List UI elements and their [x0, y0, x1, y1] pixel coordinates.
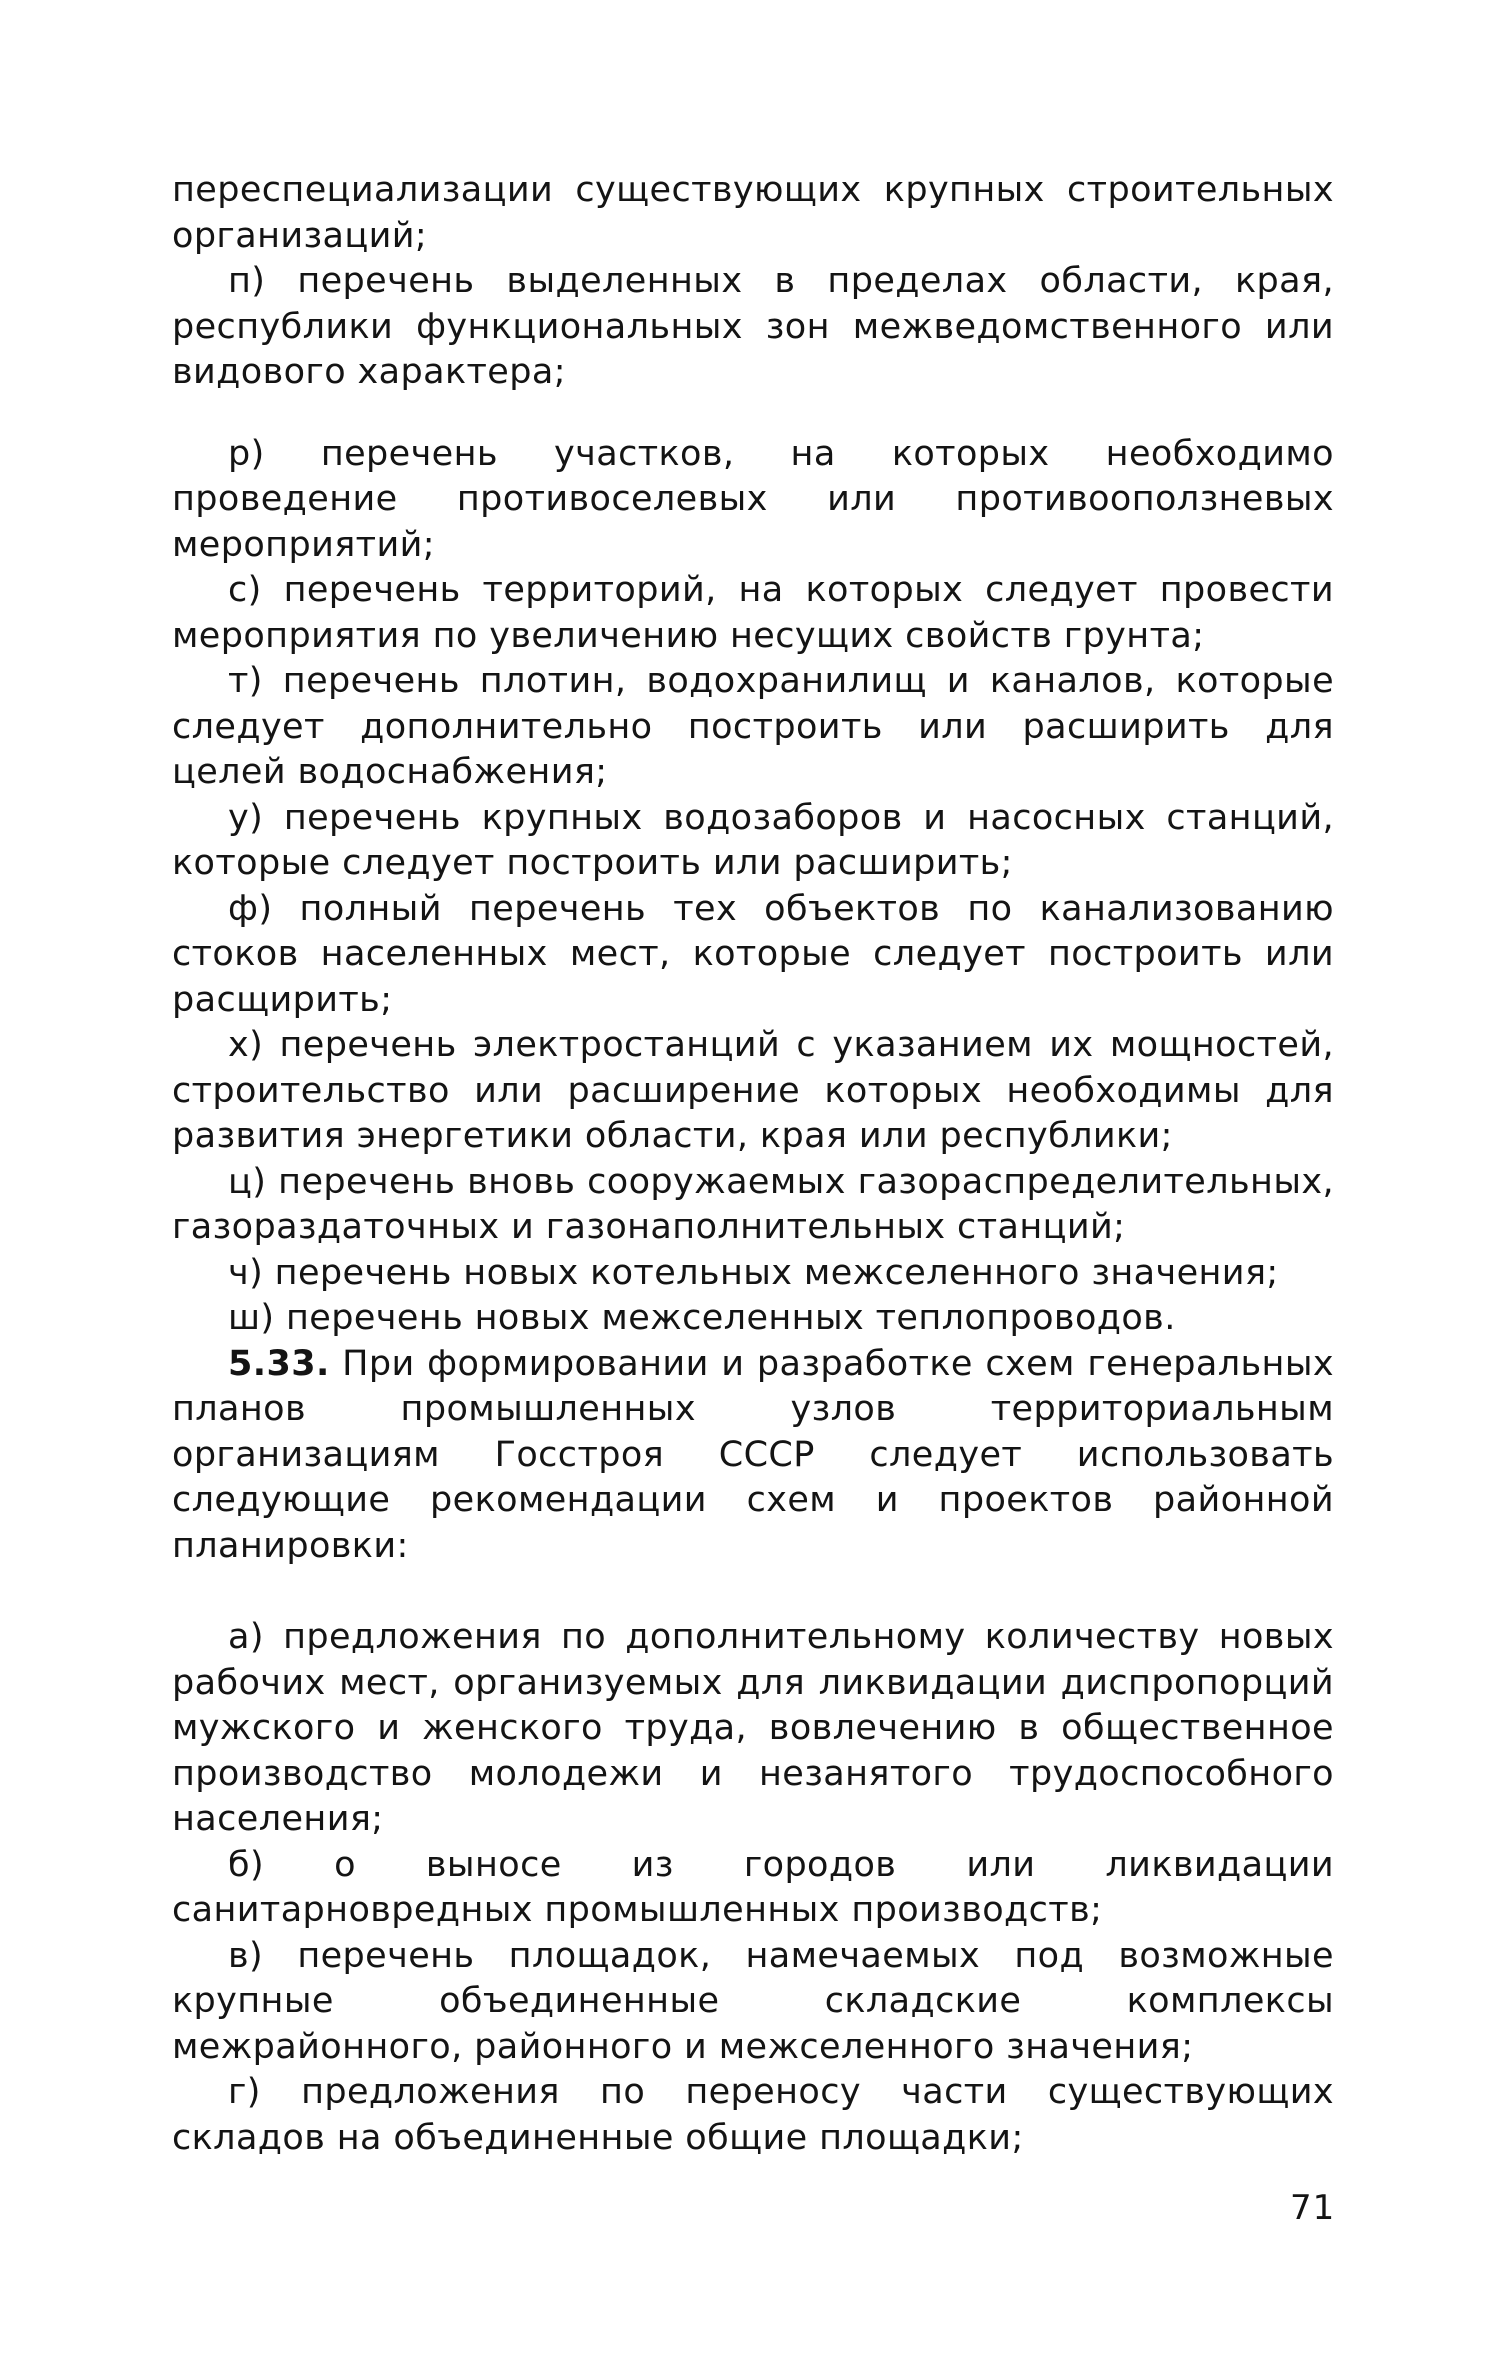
- item-label: ш): [228, 1298, 275, 1338]
- item-label: с): [228, 570, 262, 610]
- list-item-s: [172, 568, 1334, 659]
- item-text: перечень участков, на которых необходимо проведение противоселевых или противооползневых мероприятий;: [172, 433, 1334, 565]
- item-text: перечень площадок, намечаемых под возможные крупные объединенные складские комплексы межрайонного, районного и межселенного значения;: [172, 1935, 1334, 2067]
- item-label: у): [228, 797, 264, 838]
- page-content: [172, 168, 1334, 2161]
- item-text: предложения по переносу части существующих складов на объединенные общие площадки;: [172, 2072, 1334, 2158]
- item-label: п): [228, 261, 266, 301]
- section-number: 5.33.: [228, 1343, 330, 1384]
- item-text: перечень вновь сооружаемых газораспределительных, газораздаточных и газонаполнительных станций;: [172, 1161, 1334, 1247]
- paragraph-continuation: [172, 168, 1334, 259]
- item-label: ф): [228, 888, 273, 929]
- item-text: перечень выделенных в пределах области, края, республики функциональных зон межведомственного или видового характера;: [172, 261, 1335, 392]
- paragraph-text: переспециализации существующих крупных строительных организаций;: [172, 170, 1334, 256]
- list-item-ch: [172, 1251, 1334, 1297]
- list-item-u: [172, 796, 1334, 887]
- list-item-f: [172, 887, 1334, 1024]
- item-label: а): [228, 1617, 264, 1657]
- list-item-p: [172, 259, 1334, 396]
- item-label: б): [228, 1844, 265, 1885]
- list-item-ts: [172, 1160, 1334, 1251]
- list-item-kh: [172, 1023, 1334, 1160]
- section-item-b: [172, 1843, 1334, 1934]
- section-5-33: [172, 1342, 1334, 1570]
- item-label: г): [228, 2072, 261, 2112]
- item-label: ч): [228, 1252, 264, 1293]
- item-text: перечень территорий, на которых следует провести мероприятия по увеличению несущих свойств грунта;: [172, 570, 1334, 656]
- item-text: перечень новых котельных межселенного значения;: [274, 1252, 1279, 1293]
- item-text: перечень плотин, водохранилищ и каналов, которые следует дополнительно построить или расширить для целей водоснабжения;: [172, 661, 1335, 792]
- list-item-r: [172, 432, 1334, 569]
- section-item-g: [172, 2070, 1334, 2161]
- section-item-a: [172, 1615, 1334, 1843]
- item-text: перечень новых межселенных теплопроводов.: [286, 1298, 1176, 1338]
- item-text: о выносе из городов или ликвидации санитарновредных промышленных производств;: [172, 1844, 1335, 1930]
- item-label: т): [228, 661, 263, 701]
- item-label: х): [228, 1025, 264, 1065]
- page-number: 71: [1290, 2188, 1336, 2228]
- list-item-t: [172, 659, 1334, 796]
- item-label: р): [228, 433, 265, 474]
- item-text: перечень электростанций с указанием их мощностей, строительство или расширение которых необходимы для развития энергетики области, края или республики;: [172, 1025, 1334, 1156]
- item-text: перечень крупных водозаборов и насосных станций, которые следует построить или расширить;: [172, 797, 1335, 883]
- list-item-sh: [172, 1296, 1334, 1342]
- item-text: полный перечень тех объектов по канализованию стоков населенных мест, которые следует построить или расщирить;: [172, 888, 1335, 1020]
- item-text: предложения по дополнительному количеству новых рабочих мест, организуемых для ликвидации диспропорций мужского и женского труда, вовлечению в общественное производство молодежи и незанятого трудоспособного населения;: [172, 1617, 1334, 1839]
- section-text: При формировании и разработке схем генеральных планов промышленных узлов территориальным организациям Госстроя СССР следует использовать следующие рекомендации схем и проектов районной планировки:: [172, 1343, 1334, 1566]
- section-item-v: [172, 1934, 1334, 2071]
- item-label: в): [228, 1935, 264, 1976]
- item-label: ц): [228, 1161, 267, 1202]
